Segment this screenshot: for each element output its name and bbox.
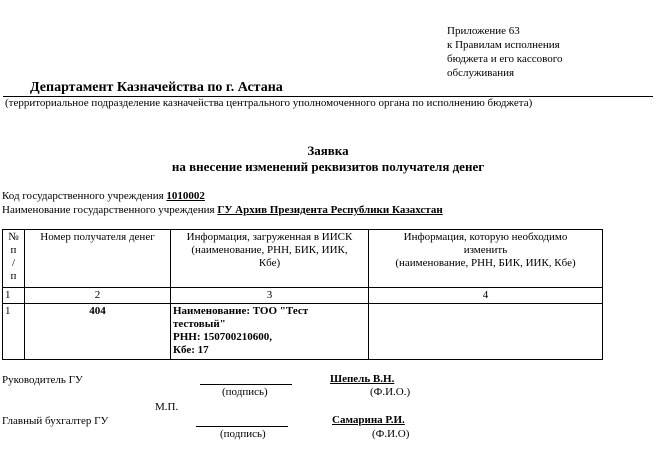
row-num: 1 xyxy=(3,304,25,360)
appendix-line-3: бюджета и его кассового xyxy=(447,53,563,65)
header-loaded-info xyxy=(171,230,369,288)
accountant-fio-caption: (Ф.И.О) xyxy=(372,428,410,440)
header-loaded-line: Информация, загруженная в ИИСК xyxy=(186,231,353,243)
department-name: Департамент Казначейства по г. Астана xyxy=(30,80,283,95)
column-number-row xyxy=(3,288,603,304)
header-num-line: п xyxy=(10,270,17,282)
table-row xyxy=(3,304,603,360)
header-needed-info xyxy=(369,230,603,288)
appendix-line-4: обслуживания xyxy=(447,67,515,79)
header-needed-line: изменить xyxy=(463,244,508,256)
header-needed-line: Информация, которую необходимо xyxy=(403,231,568,243)
col-number-2: 2 xyxy=(25,288,171,304)
stamp-label: М.П. xyxy=(155,401,179,413)
document-subtitle: на внесение изменений реквизитов получателя денег xyxy=(171,159,485,174)
row-recipient-number: 404 xyxy=(25,304,171,360)
row-loaded-kbe: Кбе: 17 xyxy=(173,344,209,356)
header-needed-line: (наименование, РНН, БИК, ИИК, Кбе) xyxy=(395,257,576,269)
head-fio-caption: (Ф.И.О.) xyxy=(370,386,411,398)
header-recipient: Номер получателя денег xyxy=(25,230,171,288)
header-num xyxy=(3,230,25,288)
row-loaded-name-1: Наименование: ТОО "Тест xyxy=(173,305,309,317)
appendix-line-2: к Правилам исполнения xyxy=(447,39,560,51)
accountant-name: Самарина Р.И. xyxy=(332,414,405,426)
institution-code-line xyxy=(2,190,205,202)
institution-name-label: Наименование государственного учреждения xyxy=(2,204,215,216)
row-loaded-name-2: тестовый" xyxy=(173,318,226,330)
appendix-line-1: Приложение 63 xyxy=(447,25,520,37)
header-loaded-line: (наименование, РНН, БИК, ИИК, xyxy=(191,244,348,256)
accountant-signature-caption: (подпись) xyxy=(220,428,266,440)
head-name: Шепель В.Н. xyxy=(330,373,395,385)
appendix-note xyxy=(447,24,562,80)
accountant-signature-line xyxy=(196,426,288,427)
head-signature-caption: (подпись) xyxy=(222,386,268,398)
row-needed-info xyxy=(369,304,603,360)
head-label: Руководитель ГУ xyxy=(2,374,83,386)
institution-code-value: 1010002 xyxy=(166,190,205,202)
col-number-3: 3 xyxy=(171,288,369,304)
col-number-1: 1 xyxy=(3,288,25,304)
table-header-row xyxy=(3,230,603,288)
header-num-line: № xyxy=(8,231,19,243)
requisites-table xyxy=(2,229,603,360)
header-loaded-line: Кбе) xyxy=(258,257,281,269)
header-num-line: п xyxy=(10,244,17,256)
department-subtitle: (территориальное подразделение казначейства центрального уполномоченного органа по исполнению бюджета) xyxy=(5,97,533,109)
institution-code-label: Код государственного учреждения xyxy=(2,190,164,202)
col-number-4: 4 xyxy=(369,288,603,304)
document-title: Заявка xyxy=(307,143,349,158)
institution-name-line xyxy=(2,204,443,216)
row-loaded-rnn: РНН: 150700210600, xyxy=(173,331,272,343)
head-signature-line xyxy=(200,384,292,385)
row-loaded-info xyxy=(171,304,369,360)
header-num-line: / xyxy=(11,257,16,269)
accountant-label: Главный бухгалтер ГУ xyxy=(2,415,109,427)
institution-name-value: ГУ Архив Президента Республики Казахстан xyxy=(217,204,443,216)
